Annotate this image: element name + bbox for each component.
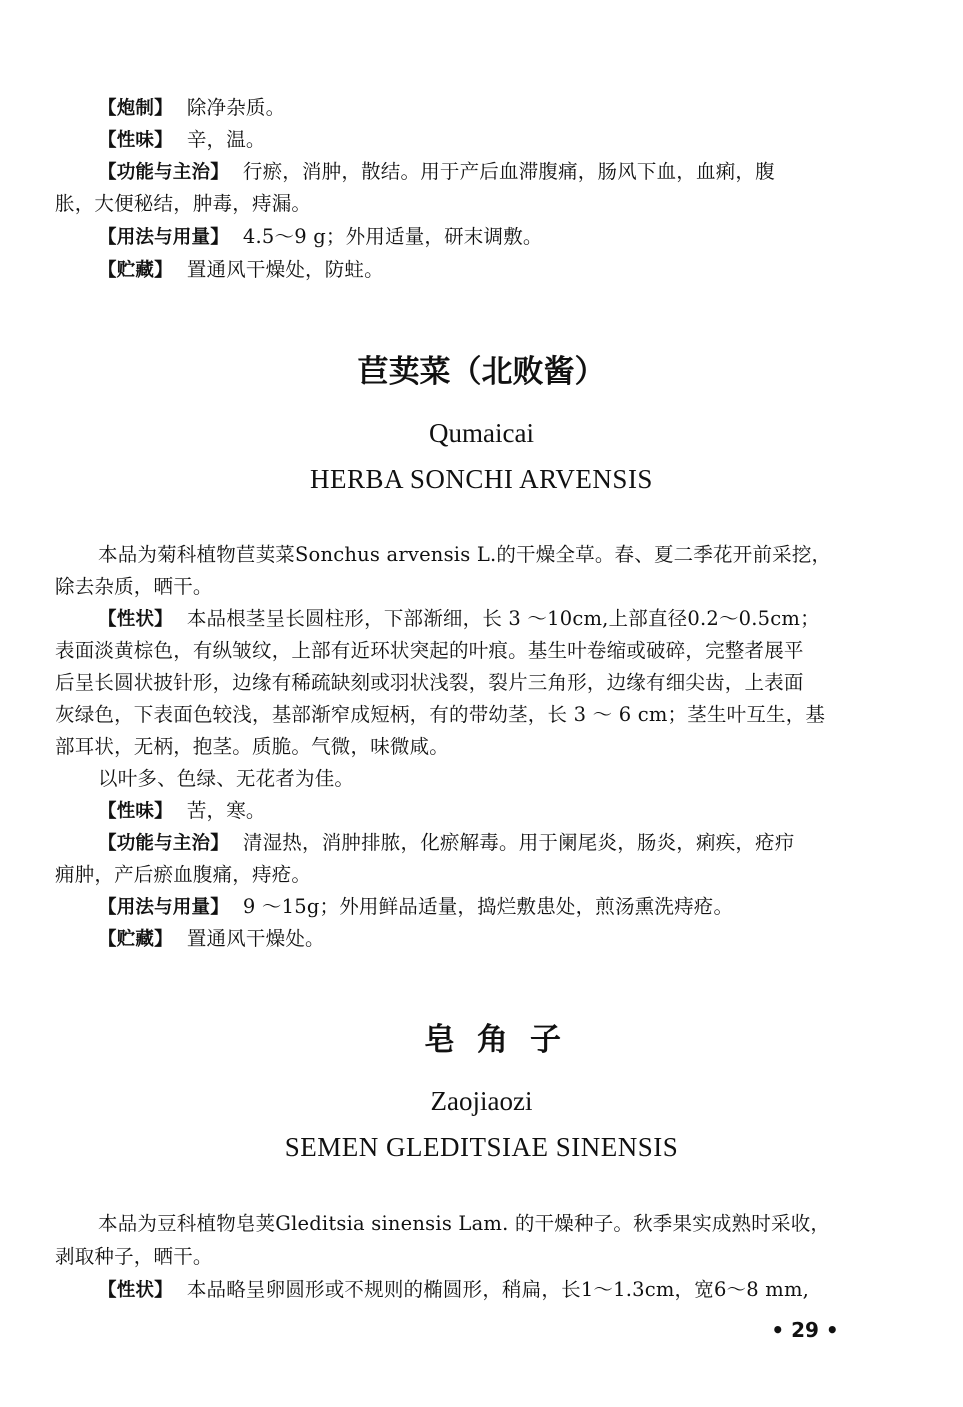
taste-label: 【性味】 [98, 801, 173, 822]
function-label: 【功能与主治】 [98, 833, 229, 854]
storage-label: 【贮藏】 [98, 929, 173, 950]
taste-text: 苦，寒。 [186, 799, 266, 822]
page-number: • 29 • [771, 1318, 839, 1342]
storage-text: 置通风干燥处。 [186, 927, 325, 950]
character-line: 灰绿色，下表面色较浅，基部渐窄成短柄，有的带幼茎，长 3 ～ 6 cm；茎生叶互生，基 [55, 703, 826, 726]
intro-paragraph-line: 除去杂质，晒干。 [55, 575, 213, 598]
herb-title-pinyin: Qumaicai [429, 418, 534, 448]
character-label: 【性状】 [98, 1280, 173, 1301]
character-line: 表面淡黄棕色，有纵皱纹，上部有近环状突起的叶痕。基生叶卷缩或破碎，完整者展平 [55, 639, 804, 662]
function-entry [98, 829, 868, 858]
intro-paragraph-line: 本品为豆科植物皂荚Gleditsia sinensis Lam. 的干燥种子。秋季果实成熟时采收， [98, 1212, 831, 1235]
function-line-continued: 胀，大便秘结，肿毒，痔漏。 [55, 192, 312, 215]
dosage-text: 4.5～9 g；外用适量，研末调敷。 [242, 225, 543, 248]
quality-note: 以叶多、色绿、无花者为佳。 [98, 767, 355, 790]
herb-title-chinese: 皂角子 [424, 1022, 583, 1058]
character-line: 后呈长圆状披针形，边缘有稀疏缺刻或羽状浅裂，裂片三角形，边缘有细尖齿，上表面 [55, 671, 804, 694]
function-line-continued: 痈肿，产后瘀血腹痛，痔疮。 [55, 863, 312, 886]
intro-paragraph-line: 本品为菊科植物苣荬菜Sonchus arvensis L.的干燥全草。春、夏二季花开前采挖， [98, 543, 832, 566]
processing-entry [98, 94, 868, 123]
function-entry [98, 158, 868, 187]
herb-title-chinese: 苣荬菜（北败酱） [357, 354, 606, 390]
character-line: 部耳状，无柄，抱茎。质脆。气微，味微咸。 [55, 735, 450, 758]
herb-title-latin: SEMEN GLEDITSIAE SINENSIS [284, 1132, 679, 1162]
character-line: 本品略呈卵圆形或不规则的椭圆形，稍扁，长1～1.3cm，宽6～8 mm, [186, 1278, 810, 1301]
taste-text: 辛，温。 [186, 128, 266, 151]
character-label: 【性状】 [98, 609, 173, 630]
taste-entry [98, 126, 868, 155]
processing-text: 除净杂质。 [186, 96, 286, 119]
storage-entry [98, 925, 868, 954]
dosage-entry [98, 223, 868, 252]
herb-title-latin: HERBA SONCHI ARVENSIS [310, 464, 653, 494]
function-line: 行瘀，消肿，散结。用于产后血滞腹痛，肠风下血，血痢，腹 [242, 160, 775, 183]
function-line: 清湿热，消肿排脓，化瘀解毒。用于阑尾炎，肠炎，痢疾，疮疖 [242, 831, 795, 854]
dosage-label: 【用法与用量】 [98, 227, 229, 248]
processing-label: 【炮制】 [98, 98, 173, 119]
dosage-entry [98, 893, 868, 922]
taste-label: 【性味】 [98, 130, 173, 151]
character-entry [98, 605, 868, 634]
storage-label: 【贮藏】 [98, 260, 173, 281]
dosage-label: 【用法与用量】 [98, 897, 229, 918]
function-label: 【功能与主治】 [98, 162, 229, 183]
intro-paragraph-line: 剥取种子，晒干。 [55, 1245, 213, 1268]
character-entry [98, 1276, 868, 1305]
taste-entry [98, 797, 868, 826]
dosage-text: 9 ～15g；外用鲜品适量，捣烂敷患处，煎汤熏洗痔疮。 [242, 895, 734, 918]
herb-title-pinyin: Zaojiaozi [430, 1086, 533, 1116]
storage-text: 置通风干燥处，防蛀。 [186, 258, 384, 281]
character-line: 本品根茎呈长圆柱形，下部渐细，长 3 ～10cm,上部直径0.2～0.5cm； [186, 607, 820, 630]
storage-entry [98, 256, 868, 285]
